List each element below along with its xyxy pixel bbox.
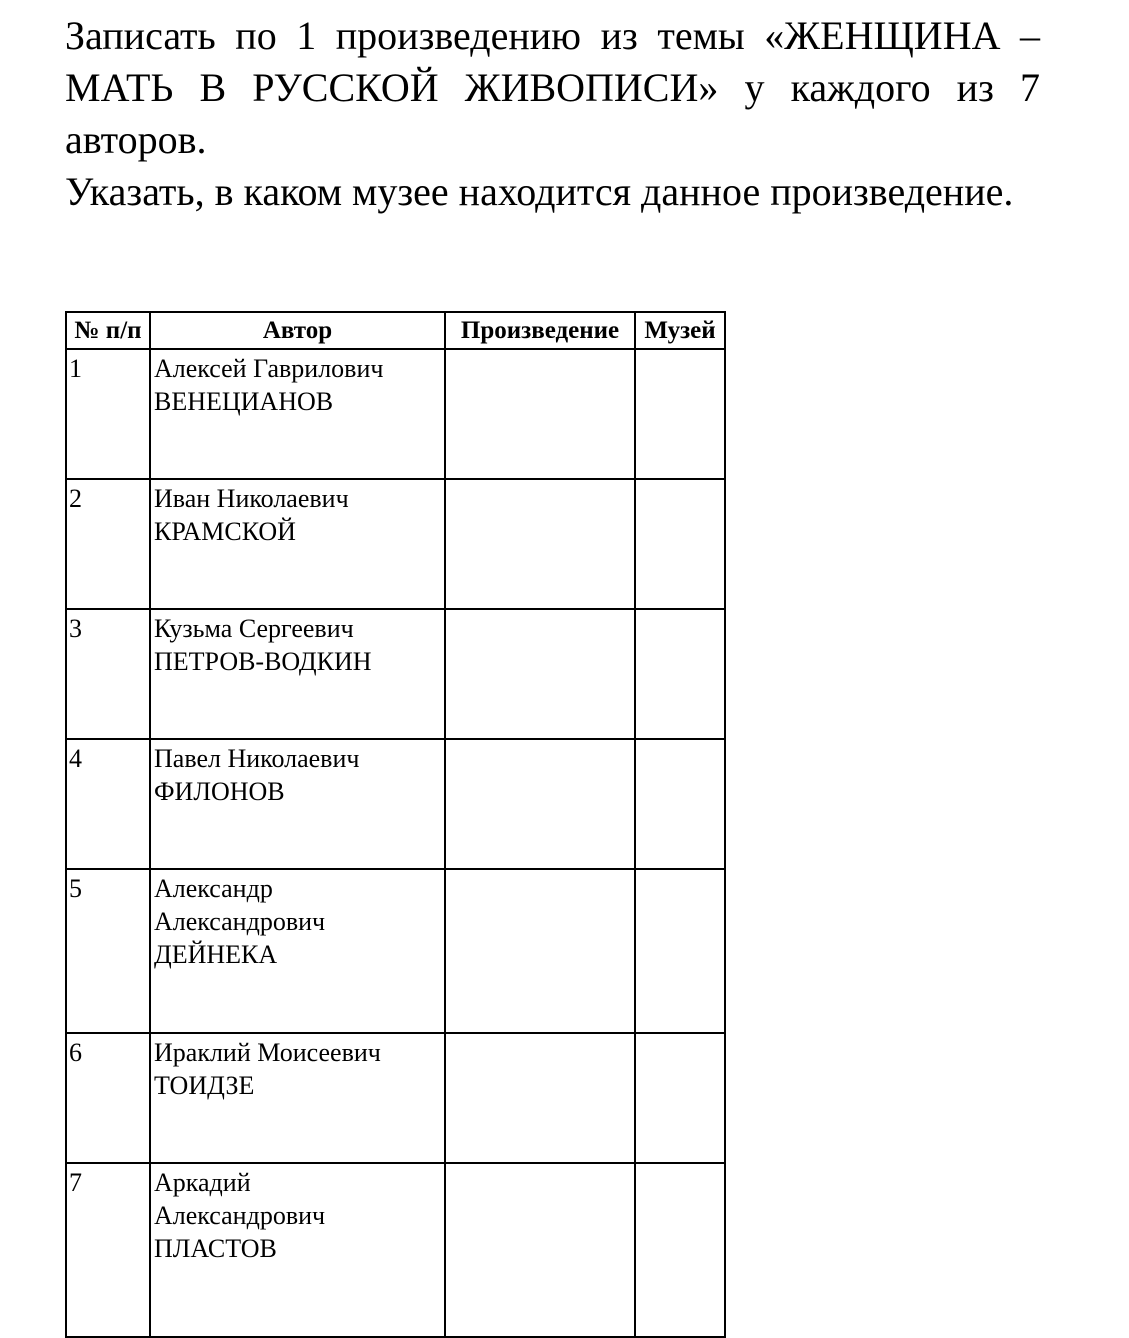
header-museum: Музей	[635, 312, 725, 349]
author-cell	[150, 479, 445, 609]
row-number: 7	[66, 1163, 150, 1337]
work-cell[interactable]	[445, 739, 635, 869]
work-cell[interactable]	[445, 1033, 635, 1163]
author-first-names: Кузьма Сергеевич	[154, 614, 354, 643]
table-row	[66, 609, 725, 739]
instructions	[65, 10, 1040, 218]
table-row	[66, 349, 725, 479]
museum-cell[interactable]	[635, 1033, 725, 1163]
author-surname: ФИЛОНОВ	[154, 777, 285, 806]
author-first-names: Ираклий Моисеевич	[154, 1038, 381, 1067]
header-number: № п/п	[66, 312, 150, 349]
author-first-names: Иван Николаевич	[154, 484, 349, 513]
author-surname: ТОИДЗЕ	[154, 1071, 255, 1100]
row-number: 2	[66, 479, 150, 609]
header-work: Произведение	[445, 312, 635, 349]
author-surname: ДЕЙНЕКА	[154, 940, 278, 969]
museum-cell[interactable]	[635, 349, 725, 479]
row-number: 1	[66, 349, 150, 479]
museum-cell[interactable]	[635, 1163, 725, 1337]
header-author: Автор	[150, 312, 445, 349]
museum-cell[interactable]	[635, 609, 725, 739]
row-number: 3	[66, 609, 150, 739]
author-first-names: Алексей Гаврилович	[154, 354, 384, 383]
author-surname: ПЛАСТОВ	[154, 1234, 277, 1263]
table-row	[66, 869, 725, 1033]
museum-cell[interactable]	[635, 479, 725, 609]
table-row	[66, 739, 725, 869]
table-row	[66, 1163, 725, 1337]
author-first-names: Павел Николаевич	[154, 744, 360, 773]
author-cell	[150, 739, 445, 869]
museum-cell[interactable]	[635, 739, 725, 869]
author-first-name: Аркадий	[154, 1168, 251, 1197]
row-number: 6	[66, 1033, 150, 1163]
table-row	[66, 1033, 725, 1163]
museum-cell[interactable]	[635, 869, 725, 1033]
work-cell[interactable]	[445, 1163, 635, 1337]
author-cell	[150, 1163, 445, 1337]
author-patronymic: Александрович	[154, 1201, 326, 1230]
author-surname: ВЕНЕЦИАНОВ	[154, 387, 334, 416]
work-cell[interactable]	[445, 609, 635, 739]
author-surname: ПЕТРОВ-ВОДКИН	[154, 647, 372, 676]
author-cell	[150, 349, 445, 479]
authors-table-container	[65, 311, 726, 1338]
author-cell	[150, 869, 445, 1033]
author-first-name: Александр	[154, 874, 273, 903]
author-cell	[150, 609, 445, 739]
authors-table	[65, 311, 726, 1338]
table-header-row	[66, 312, 725, 349]
instruction-paragraph-2: Указать, в каком музее находится данное произведение.	[65, 169, 1014, 214]
table-row	[66, 479, 725, 609]
author-cell	[150, 1033, 445, 1163]
row-number: 4	[66, 739, 150, 869]
work-cell[interactable]	[445, 349, 635, 479]
work-cell[interactable]	[445, 479, 635, 609]
author-patronymic: Александрович	[154, 907, 326, 936]
work-cell[interactable]	[445, 869, 635, 1033]
row-number: 5	[66, 869, 150, 1033]
instruction-paragraph-1: Записать по 1 произведению из темы «ЖЕНЩИНА – МАТЬ В РУССКОЙ ЖИВОПИСИ» у каждого из 7 авторов.	[65, 13, 1040, 162]
author-surname: КРАМСКОЙ	[154, 517, 296, 546]
